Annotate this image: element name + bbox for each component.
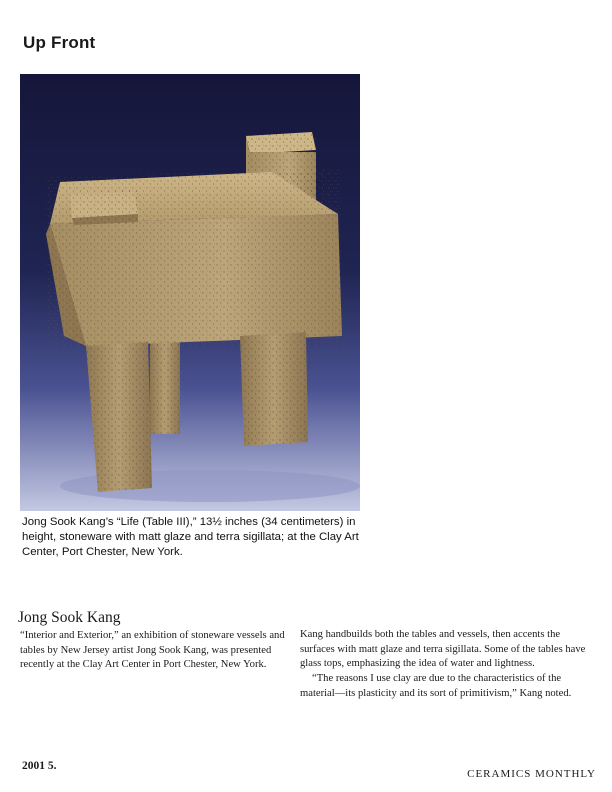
article-right-column <box>300 628 596 702</box>
section-title: Up Front <box>23 33 96 52</box>
article-heading: Jong Sook Kang <box>18 609 121 626</box>
article-quote-paragraph: “The reasons I use clay are due to the characteristics of the material—its plasticity and its sort of primitivism,” Kang noted. <box>300 673 572 699</box>
sculpture-photo <box>20 74 360 511</box>
article-paragraph: Kang handbuilds both the tables and vessels, then accents the surfaces with matt glaze and terra sigillata. Some of the tables have glass tops, emphasizing the idea of water and lightness. <box>300 629 586 670</box>
article-intro-paragraph: “Interior and Exterior,” an exhibition of stoneware vessels and tables by New Jersey artist Jong Sook Kang, was presented recently at the Clay Art Center in Port Chester, New York. <box>20 630 285 670</box>
sculpture-top-tile <box>70 190 138 225</box>
photo-caption: Jong Sook Kang’s “Life (Table III),” 13½ inches (34 centimeters) in height, stoneware with matt glaze and terra sigillata; at the Clay Art Center, Port Chester, New York. <box>22 516 359 558</box>
magazine-name: CERAMICS MONTHLY <box>467 768 596 780</box>
sculpture-front-right-leg <box>240 332 308 446</box>
issue-date: 2001 5. <box>22 760 57 772</box>
